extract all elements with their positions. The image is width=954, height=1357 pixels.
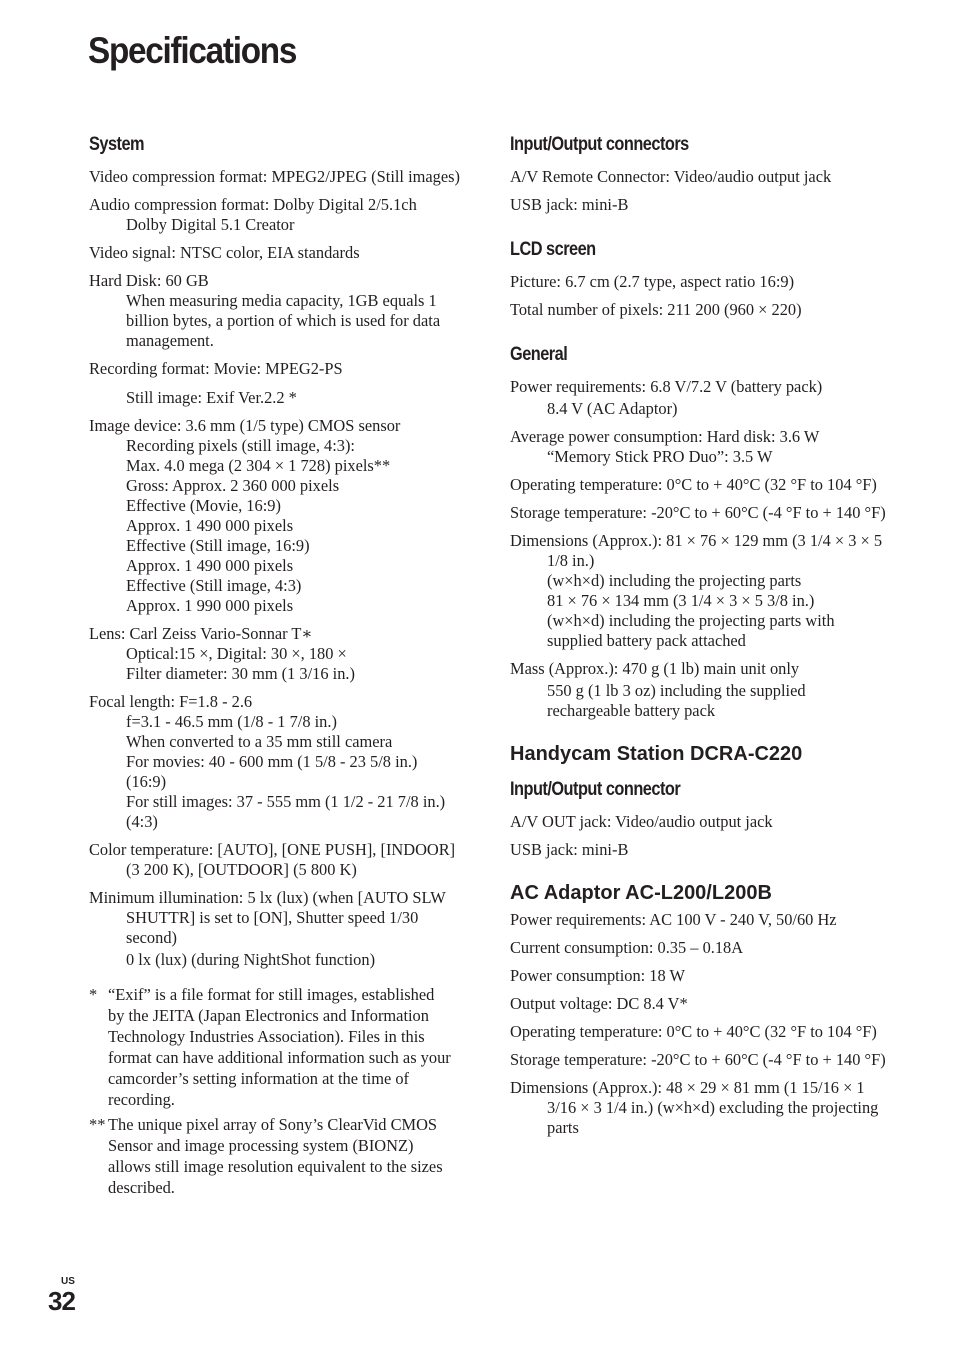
- spec-usb-jack: USB jack: mini-B: [510, 195, 629, 214]
- page-title: Specifications: [88, 30, 297, 71]
- spec-minimum-illumination: Minimum illumination: 5 lx (lux) (when [AUTO SLW SHUTTR] is set to [ON], Shutter speed 1/30 second) 0 lx (lux) (during NightShot function): [89, 888, 446, 969]
- spec-image-device: Image device: 3.6 mm (1/5 type) CMOS sensor Recording pixels (still image, 4:3): Max. 4.0 mega (2 304 × 1 728) pixels** Gross: Approx. 2 360 000 pixels Effective (Movie, 16:9) Approx. 1 490 000 pixels Effective (Still image, 16:9) Approx. 1 490 000 pixels Effective (Still image, 4:3) Approx. 1 990 000 pixels: [89, 416, 401, 615]
- footnote-marker: *: [89, 985, 98, 1004]
- section-heading-handycam-station: Handycam Station DCRA-C220: [510, 743, 803, 765]
- spec-hard-disk: Hard Disk: 60 GB When measuring media capacity, 1GB equals 1 billion bytes, a portion of which is used for data management.: [89, 271, 441, 350]
- section-heading-general: General: [510, 344, 568, 365]
- spec-adaptor-storage-temperature: Storage temperature: -20°C to + 60°C (-4 °F to + 140 °F): [510, 1050, 886, 1069]
- footnote-exif: [89, 984, 461, 1110]
- section-heading-io-connector: Input/Output connector: [510, 779, 681, 800]
- spec-adaptor-operating-temperature: Operating temperature: 0°C to + 40°C (32 °F to 104 °F): [510, 1022, 877, 1041]
- spec-lens: Lens: Carl Zeiss Vario-Sonnar T∗ Optical:15 ×, Digital: 30 ×, 180 × Filter diameter: 30 mm (1 3/16 in.): [89, 624, 355, 683]
- section-heading-lcd: LCD screen: [510, 239, 596, 260]
- spec-adaptor-power-consumption: Power consumption: 18 W: [510, 966, 685, 985]
- spec-audio-compression: Audio compression format: Dolby Digital 2/5.1ch Dolby Digital 5.1 Creator: [89, 195, 417, 234]
- spec-power-requirements: Power requirements: 6.8 V/7.2 V (battery pack) 8.4 V (AC Adaptor): [510, 377, 823, 418]
- spec-average-power: Average power consumption: Hard disk: 3.6 W “Memory Stick PRO Duo”: 3.5 W: [510, 427, 820, 466]
- spec-av-remote: A/V Remote Connector: Video/audio output jack: [510, 167, 832, 186]
- right-column: [510, 134, 890, 1146]
- spec-av-out: A/V OUT jack: Video/audio output jack: [510, 812, 773, 831]
- section-heading-ac-adaptor: AC Adaptor AC-L200/L200B: [510, 882, 772, 904]
- region-code: US: [61, 1276, 75, 1287]
- spec-adaptor-output-voltage: Output voltage: DC 8.4 V*: [510, 994, 688, 1013]
- spec-video-signal: Video signal: NTSC color, EIA standards: [89, 243, 360, 262]
- left-column: [89, 134, 461, 1202]
- spec-adaptor-current: Current consumption: 0.35 – 0.18A: [510, 938, 744, 957]
- spec-mass: Mass (Approx.): 470 g (1 lb) main unit only 550 g (1 lb 3 oz) including the supplied rechargeable battery pack: [510, 659, 806, 720]
- page-number: 32: [48, 1286, 75, 1316]
- footnote-marker: **: [89, 1115, 106, 1134]
- spec-dimensions: Dimensions (Approx.): 81 × 76 × 129 mm (3 1/4 × 3 × 5 1/8 in.) (w×h×d) including the projecting parts 81 × 76 × 134 mm (3 1/4 × 3 × 5 3/8 in.) (w×h×d) including the projecting parts with supplied battery pack attached: [510, 531, 883, 650]
- spec-color-temperature: Color temperature: [AUTO], [ONE PUSH], [INDOOR] (3 200 K), [OUTDOOR] (5 800 K): [89, 840, 456, 879]
- spec-focal-length: Focal length: F=1.8 - 2.6 f=3.1 - 46.5 mm (1/8 - 1 7/8 in.) When converted to a 35 mm still camera For movies: 40 - 600 mm (1 5/8 - 23 5/8 in.) (16:9) For still images: 37 - 555 mm (1 1/2 - 21 7/8 in.) (4:3): [89, 692, 446, 831]
- footnote-clearvid: [89, 1114, 461, 1198]
- spec-operating-temperature: Operating temperature: 0°C to + 40°C (32 °F to 104 °F): [510, 475, 877, 494]
- spec-adaptor-dimensions: Dimensions (Approx.): 48 × 29 × 81 mm (1 15/16 × 1 3/16 × 3 1/4 in.) (w×h×d) excluding the projecting parts: [510, 1078, 879, 1137]
- spec-picture: Picture: 6.7 cm (2.7 type, aspect ratio 16:9): [510, 272, 795, 291]
- spec-recording-format: Recording format: Movie: MPEG2-PS Still image: Exif Ver.2.2 *: [89, 359, 343, 407]
- section-heading-system: System: [89, 134, 145, 155]
- spec-station-usb: USB jack: mini-B: [510, 840, 629, 859]
- spec-adaptor-power-requirements: Power requirements: AC 100 V - 240 V, 50/60 Hz: [510, 910, 837, 929]
- section-heading-io-connectors: Input/Output connectors: [510, 134, 689, 155]
- footnote-text: “Exif” is a file format for still images, established by the JEITA (Japan Electronics and Information Technology Industries Association). Files in this format can have additional information such as your camcorder’s setting information at the time of recording.: [108, 985, 451, 1109]
- spec-storage-temperature: Storage temperature: -20°C to + 60°C (-4 °F to + 140 °F): [510, 503, 886, 522]
- footnote-text: The unique pixel array of Sony’s ClearVid CMOS Sensor and image processing system (BIONZ) allows still image resolution equivalent to the sizes described.: [108, 1115, 443, 1197]
- spec-video-compression: Video compression format: MPEG2/JPEG (Still images): [89, 167, 460, 186]
- spec-pixels: Total number of pixels: 211 200 (960 × 220): [510, 300, 802, 319]
